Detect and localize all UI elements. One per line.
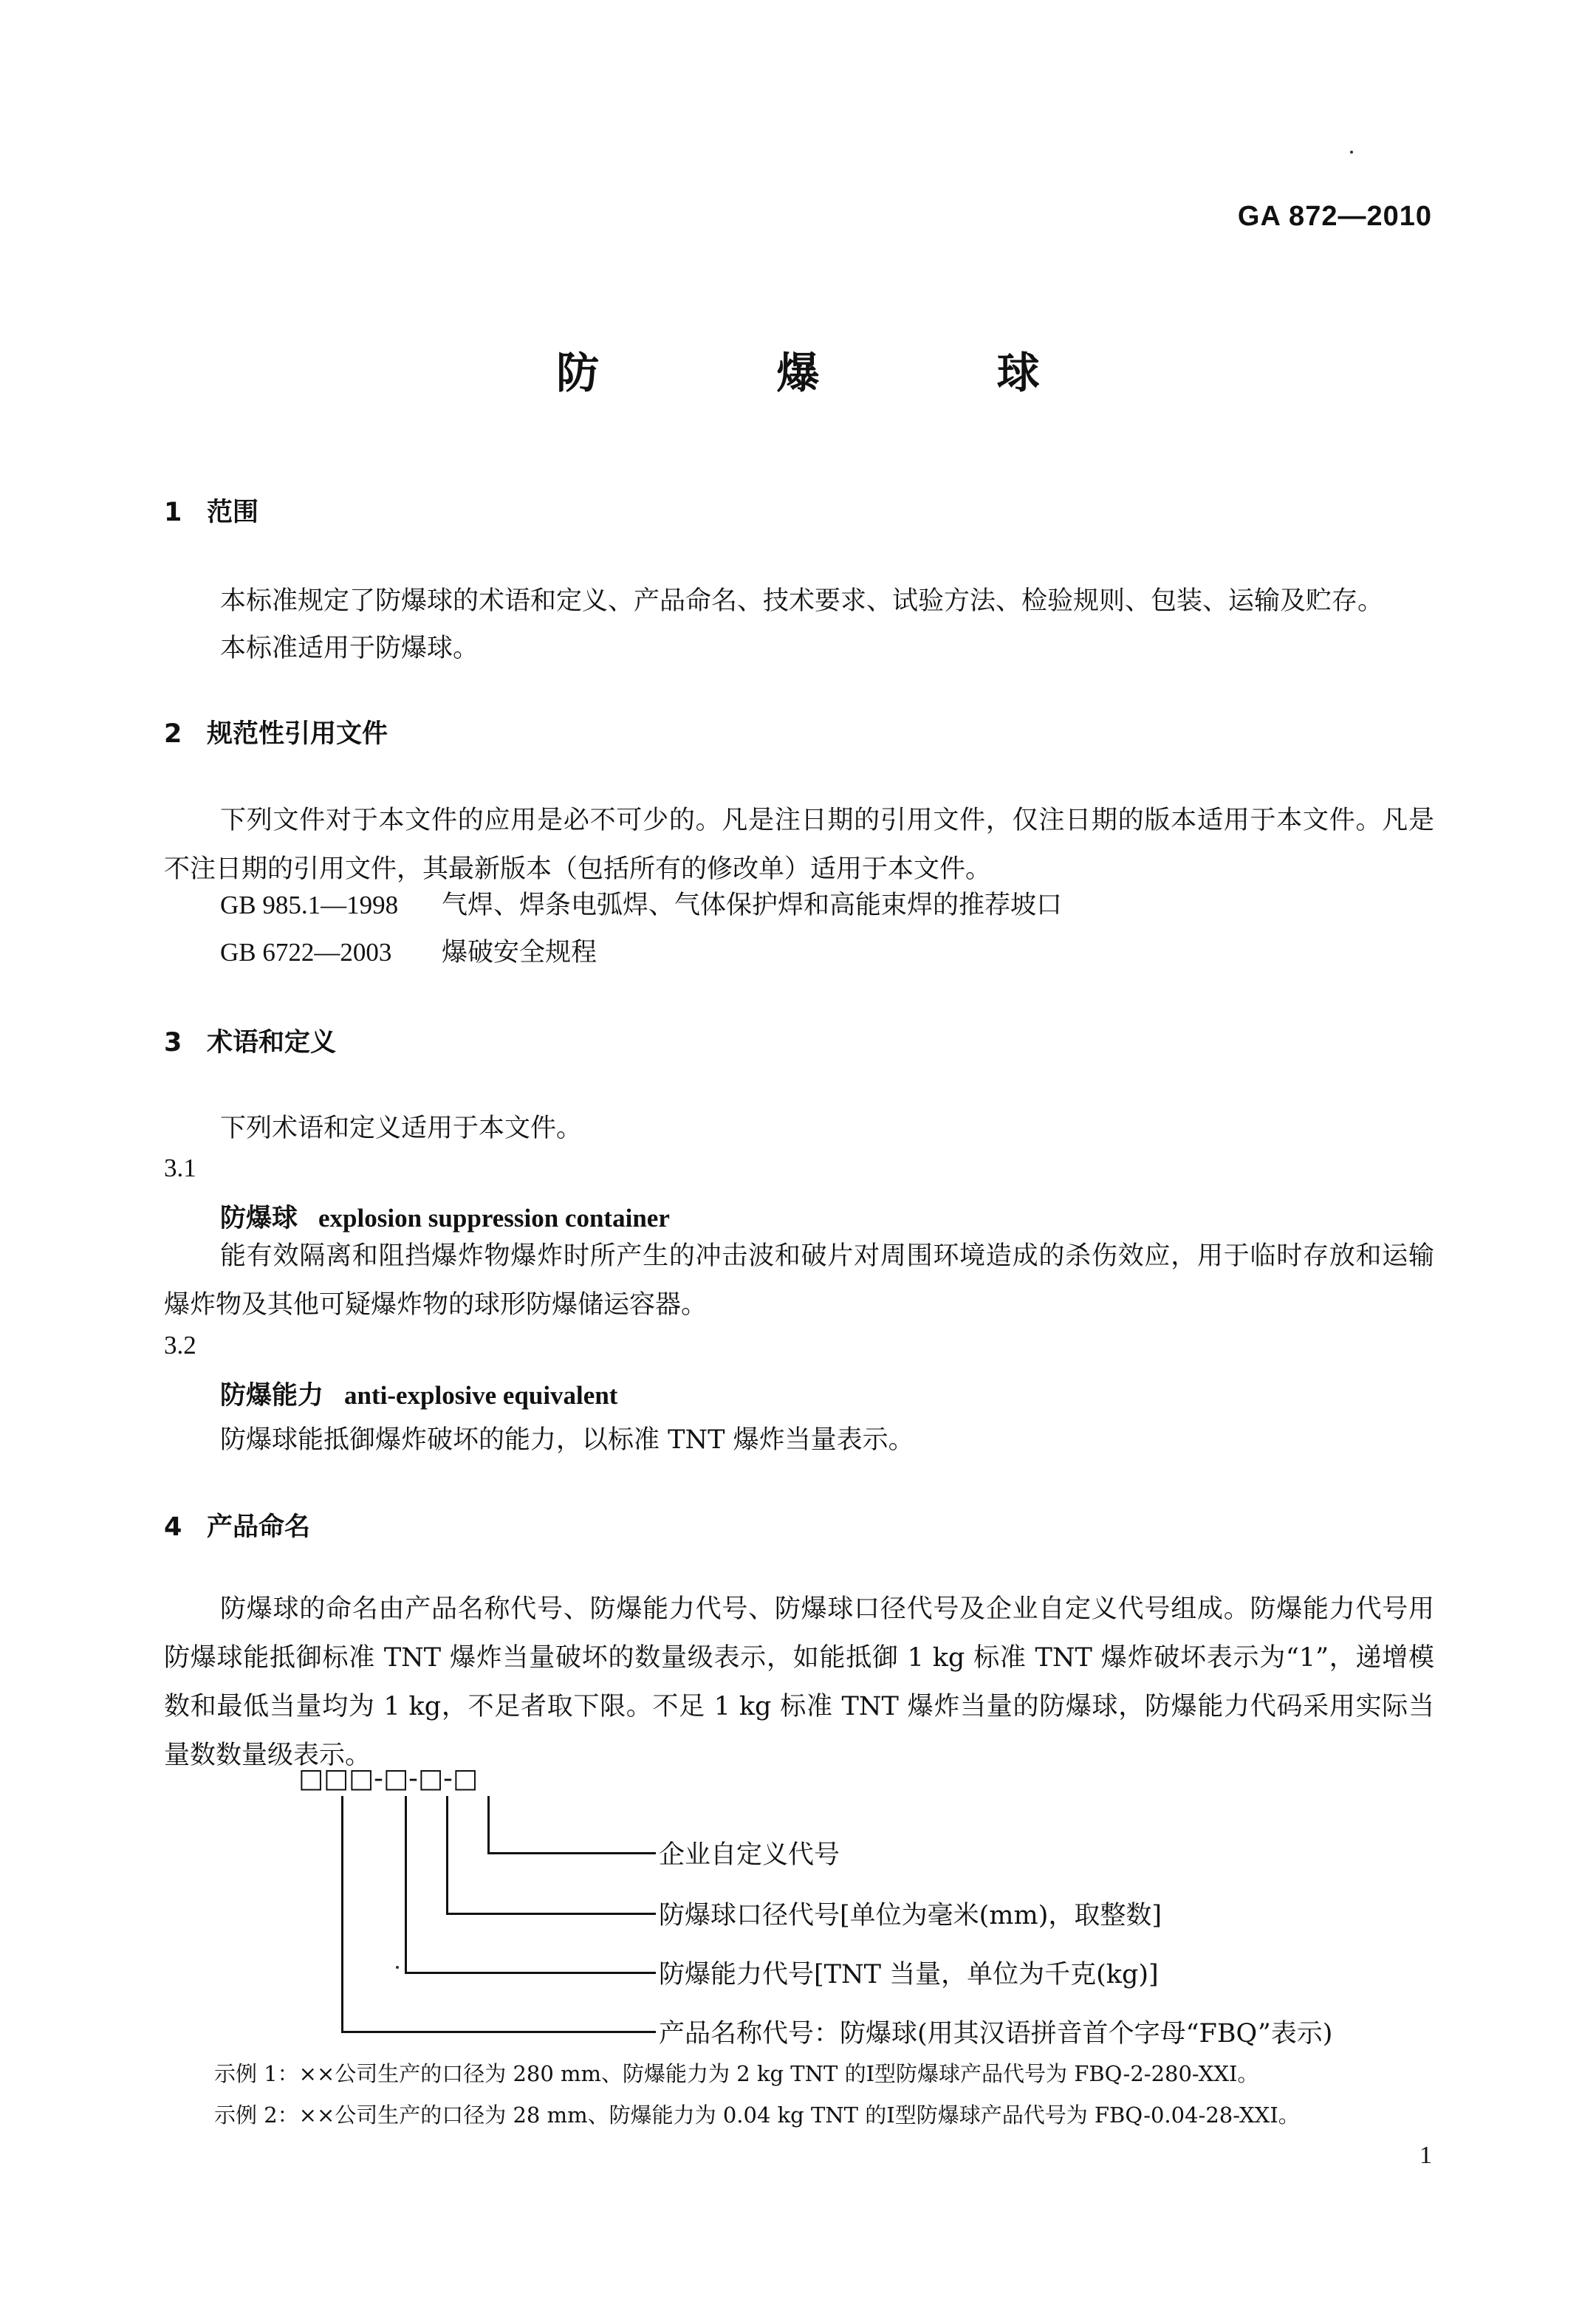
term-english: explosion suppression container xyxy=(318,1204,670,1233)
section-number: 4 xyxy=(164,1512,182,1542)
leader-vertical xyxy=(446,1796,448,1914)
reference-item xyxy=(220,885,1062,922)
term-english: anti-explosive equivalent xyxy=(344,1381,618,1410)
term-definition: 能有效隔离和阻挡爆炸物爆炸时所产生的冲击波和破片对周围环境造成的杀伤效应，用于临时存放和运输爆炸物及其他可疑爆炸物的球形防爆储运容器。 xyxy=(164,1241,1434,1320)
section-title: 规范性引用文件 xyxy=(207,719,388,749)
section-4-heading xyxy=(164,1507,310,1543)
section-1-heading xyxy=(164,492,258,529)
section-number: 1 xyxy=(164,498,182,527)
leader-horizontal xyxy=(341,2031,656,2033)
document-title: 防 爆 球 xyxy=(556,348,1121,398)
term-definition: 防爆球能抵御爆炸破坏的能力，以标准 TNT 爆炸当量表示。 xyxy=(220,1425,914,1455)
term-chinese: 防爆球 xyxy=(220,1204,298,1233)
code-label: 企业自定义代号 xyxy=(659,1840,840,1870)
reference-item xyxy=(220,932,597,969)
leader-horizontal xyxy=(405,1972,656,1974)
section-3-heading xyxy=(164,1022,336,1059)
code-label: 产品名称代号：防爆球(用其汉语拼音首个字母“FBQ”表示) xyxy=(659,2019,1333,2049)
section-number: 3 xyxy=(164,1028,182,1058)
page-number: 1 xyxy=(1419,2142,1432,2169)
section-2-heading xyxy=(164,713,388,750)
standard-number: GA 872—2010 xyxy=(1237,201,1432,232)
leader-vertical xyxy=(341,1796,343,2032)
leader-vertical xyxy=(487,1796,490,1854)
reference-code: GB 6722—2003 xyxy=(220,938,392,967)
scan-speck xyxy=(1350,151,1353,154)
scope-paragraph-2: 本标准适用于防爆球。 xyxy=(220,634,479,663)
example-2: 示例 2：××公司生产的口径为 28 mm、防爆能力为 0.04 kg TNT 的Ⅰ型防爆球产品代号为 FBQ-0.04-28-XXI。 xyxy=(214,2102,1300,2128)
term-entry xyxy=(220,1198,670,1235)
leader-horizontal xyxy=(487,1852,656,1854)
section-title: 产品命名 xyxy=(207,1512,311,1542)
term-number: 3.1 xyxy=(164,1154,196,1182)
term-number: 3.2 xyxy=(164,1331,196,1360)
term-entry xyxy=(220,1375,617,1412)
code-label: 防爆能力代号[TNT 当量，单位为千克(kg)] xyxy=(659,1960,1159,1989)
terms-intro: 下列术语和定义适用于本文件。 xyxy=(220,1114,583,1143)
leader-horizontal xyxy=(446,1913,656,1915)
code-label: 防爆球口径代号[单位为毫米(mm)，取整数] xyxy=(659,1901,1162,1930)
code-pattern: □□□-□-□-□ xyxy=(298,1764,479,1794)
example-1: 示例 1：××公司生产的口径为 280 mm、防爆能力为 2 kg TNT 的Ⅰ型防爆球产品代号为 FBQ-2-280-XXI。 xyxy=(214,2061,1259,2086)
leader-vertical xyxy=(405,1796,407,1973)
section-title: 术语和定义 xyxy=(207,1028,337,1058)
section-number: 2 xyxy=(164,719,182,749)
naming-paragraph: 防爆球的命名由产品名称代号、防爆能力代号、防爆球口径代号及企业自定义代号组成。防爆能力代号用防爆球能抵御标准 TNT 爆炸当量破坏的数量级表示，如能抵御 1 kg 标准 TNT 爆炸破坏表示为“1”，递增模数和最低当量均为 1 kg，不足者取下限。不足 1 kg 标准 TNT 爆炸当量的防爆球，防爆能力代码采用实际当量数数量级表示。 xyxy=(164,1594,1434,1770)
term-chinese: 防爆能力 xyxy=(220,1381,324,1411)
reference-code: GB 985.1—1998 xyxy=(220,891,399,919)
reference-title: 爆破安全规程 xyxy=(442,938,597,967)
section-title: 范围 xyxy=(207,498,259,527)
reference-title: 气焊、焊条电弧焊、气体保护焊和高能束焊的推荐坡口 xyxy=(442,891,1063,920)
normative-intro-paragraph: 下列文件对于本文件的应用是必不可少的。凡是注日期的引用文件，仅注日期的版本适用于本文件。凡是不注日期的引用文件，其最新版本（包括所有的修改单）适用于本文件。 xyxy=(164,806,1434,884)
scope-paragraph-1: 本标准规定了防爆球的术语和定义、产品命名、技术要求、试验方法、检验规则、包装、运输及贮存。 xyxy=(220,586,1384,616)
scan-speck xyxy=(396,1966,399,1969)
